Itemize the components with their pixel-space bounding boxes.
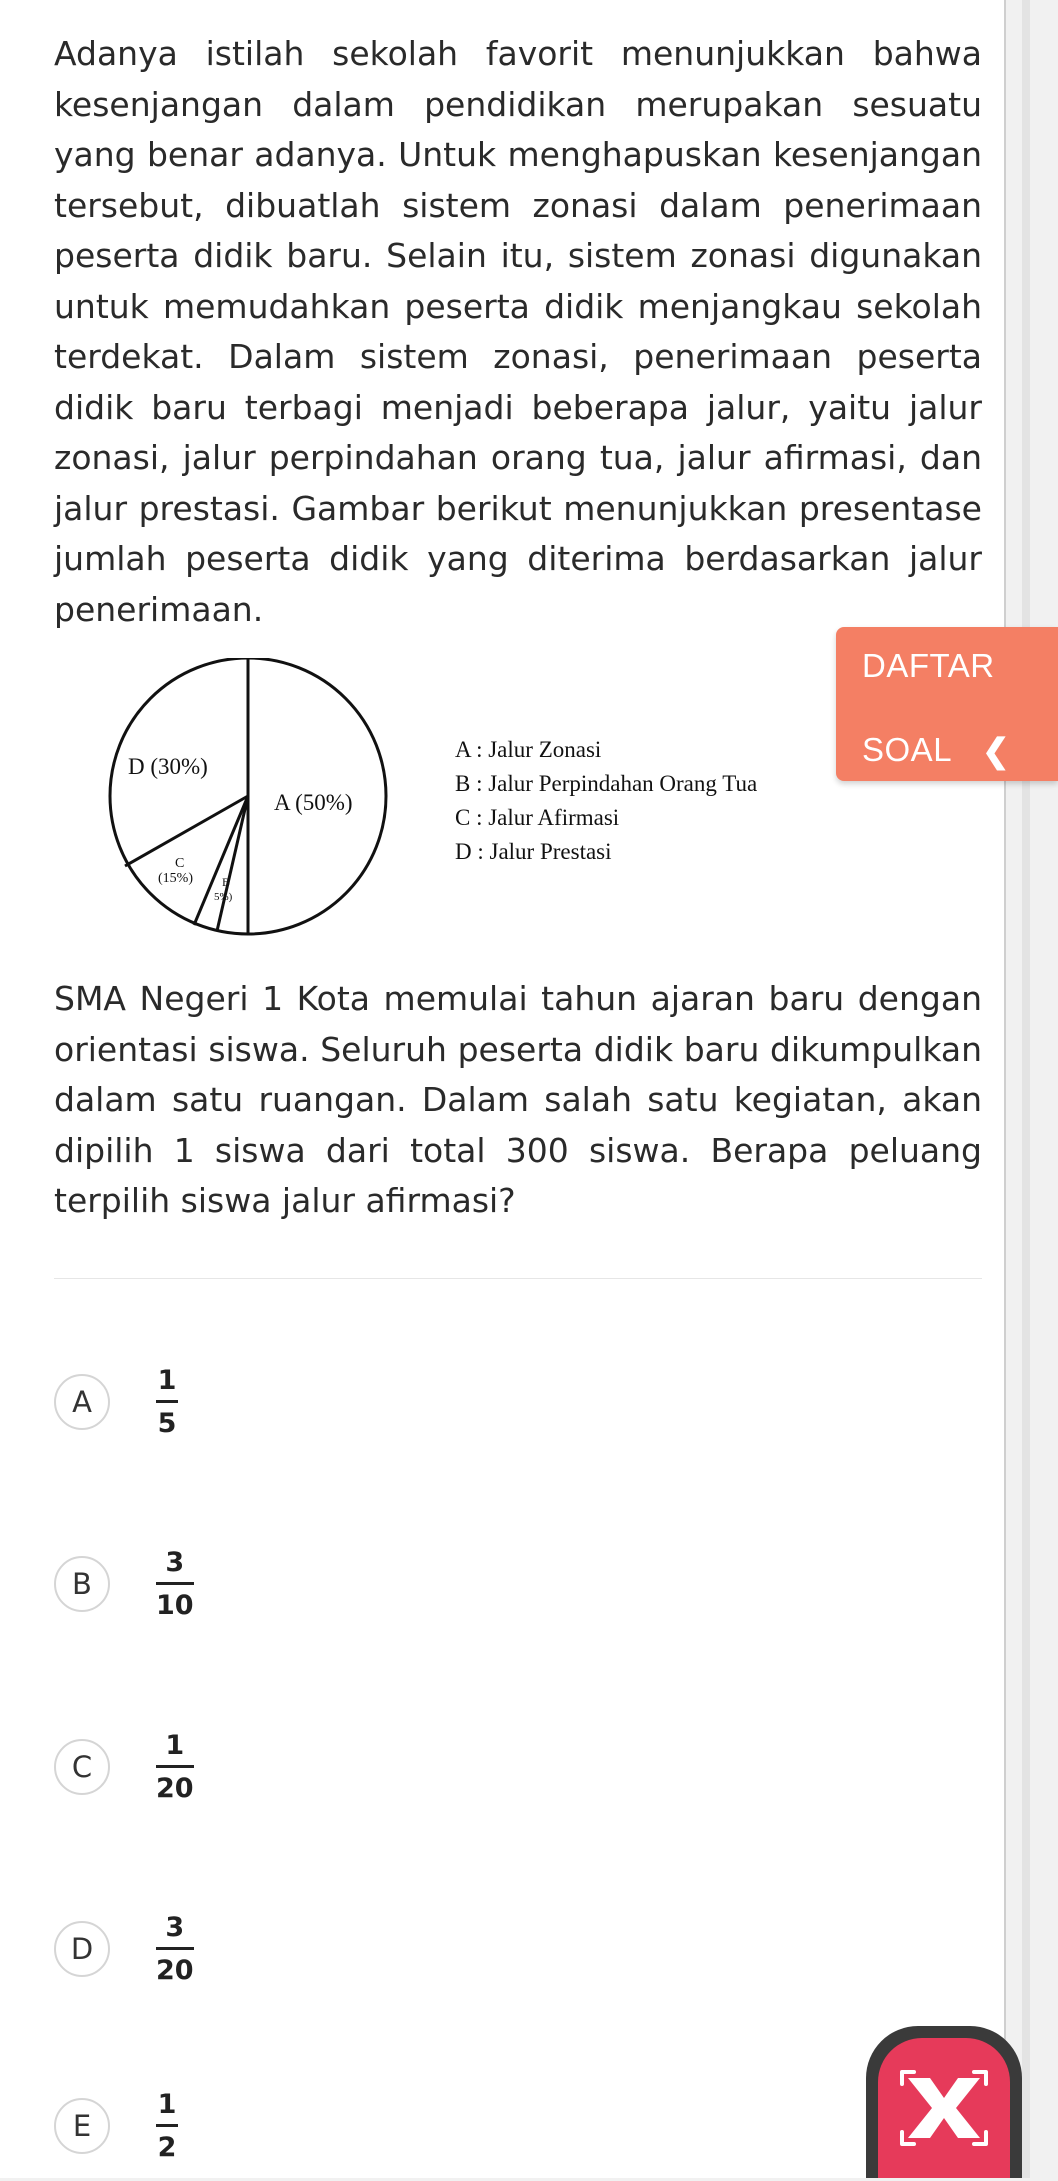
option-d-fraction <box>156 1911 194 1988</box>
fraction-bar <box>156 1947 194 1950</box>
option-d-numerator: 3 <box>165 1911 185 1943</box>
option-b-letter[interactable]: B <box>54 1556 110 1612</box>
option-e-numerator: 1 <box>157 2088 177 2120</box>
legend-item-b: B : Jalur Perpindahan Orang Tua <box>455 771 758 796</box>
option-d-letter[interactable]: D <box>54 1921 110 1977</box>
fraction-bar <box>156 2124 178 2127</box>
option-c-denominator: 20 <box>156 1772 194 1804</box>
option-e-fraction <box>156 2088 178 2165</box>
scroll-rail[interactable] <box>1022 0 1030 2178</box>
option-b-numerator: 3 <box>165 1546 185 1578</box>
fab-inner <box>878 2038 1010 2178</box>
option-c[interactable] <box>54 1712 454 1822</box>
pie-chart-svg <box>90 658 850 938</box>
legend-item-d: D : Jalur Prestasi <box>455 839 612 864</box>
close-fab-button[interactable] <box>866 2026 1022 2178</box>
pie-chart-figure <box>90 658 850 938</box>
option-b-fraction <box>156 1546 194 1623</box>
legend-item-c: C : Jalur Afirmasi <box>455 805 620 830</box>
option-a-numerator: 1 <box>157 1364 177 1396</box>
option-c-numerator: 1 <box>165 1729 185 1761</box>
slice-label-b: B <box>222 875 231 889</box>
question-paragraph: SMA Negeri 1 Kota memulai tahun ajaran baru dengan orientasi siswa. Seluruh peserta didik baru dikumpulkan dalam satu ruangan. Dalam salah satu kegiatan, akan dipilih 1 siswa dari total 300 siswa. Berapa peluang terpilih siswa jalur afirmasi? <box>54 979 982 1220</box>
option-a-fraction <box>156 1364 178 1441</box>
option-b[interactable] <box>54 1529 454 1639</box>
divider <box>54 1278 982 1279</box>
option-a[interactable] <box>54 1347 454 1457</box>
slice-label-c: C <box>175 856 185 871</box>
chevron-left-icon: ❮ <box>982 732 1010 769</box>
option-e-denominator: 2 <box>157 2131 177 2163</box>
option-c-letter[interactable]: C <box>54 1739 110 1795</box>
daftar-soal-button[interactable] <box>836 627 1058 781</box>
fraction-bar <box>156 1765 194 1768</box>
option-a-letter[interactable]: A <box>54 1374 110 1430</box>
legend-item-a: A : Jalur Zonasi <box>455 737 602 762</box>
option-d[interactable] <box>54 1894 454 2004</box>
slice-sublabel-b: 5%) <box>214 891 233 903</box>
option-b-denominator: 10 <box>156 1589 194 1621</box>
fraction-bar <box>156 1582 194 1585</box>
daftar-soal-label-line1: DAFTAR <box>862 647 995 684</box>
slice-sublabel-c: (15%) <box>158 871 193 886</box>
slice-label-a: A (50%) <box>274 790 353 815</box>
option-e[interactable] <box>54 2071 454 2181</box>
option-c-fraction <box>156 1729 194 1806</box>
option-a-denominator: 5 <box>157 1407 177 1439</box>
fraction-bar <box>156 1400 178 1403</box>
close-x-icon <box>896 2068 992 2148</box>
option-d-denominator: 20 <box>156 1954 194 1986</box>
intro-paragraph: Adanya istilah sekolah favorit menunjukkan bahwa kesenjangan dalam pendidikan merupakan sesuatu yang benar adanya. Untuk menghapuskan kesenjangan tersebut, dibuatlah sistem zonasi dalam penerimaan peserta didik baru. Selain itu, sistem zonasi digunakan untuk memudahkan peserta didik menjangkau sekolah terdekat. Dalam sistem zonasi, penerimaan peserta didik baru terbagi menjadi beberapa jalur, yaitu jalur zonasi, jalur perpindahan orang tua, jalur afirmasi, dan jalur prestasi. Gambar berikut menunjukkan presentase jumlah peserta didik yang diterima berdasarkan jalur penerimaan. <box>54 34 982 629</box>
option-e-letter[interactable]: E <box>54 2098 110 2154</box>
slice-label-d: D (30%) <box>128 754 208 779</box>
daftar-soal-label-line2: SOAL <box>862 731 953 768</box>
